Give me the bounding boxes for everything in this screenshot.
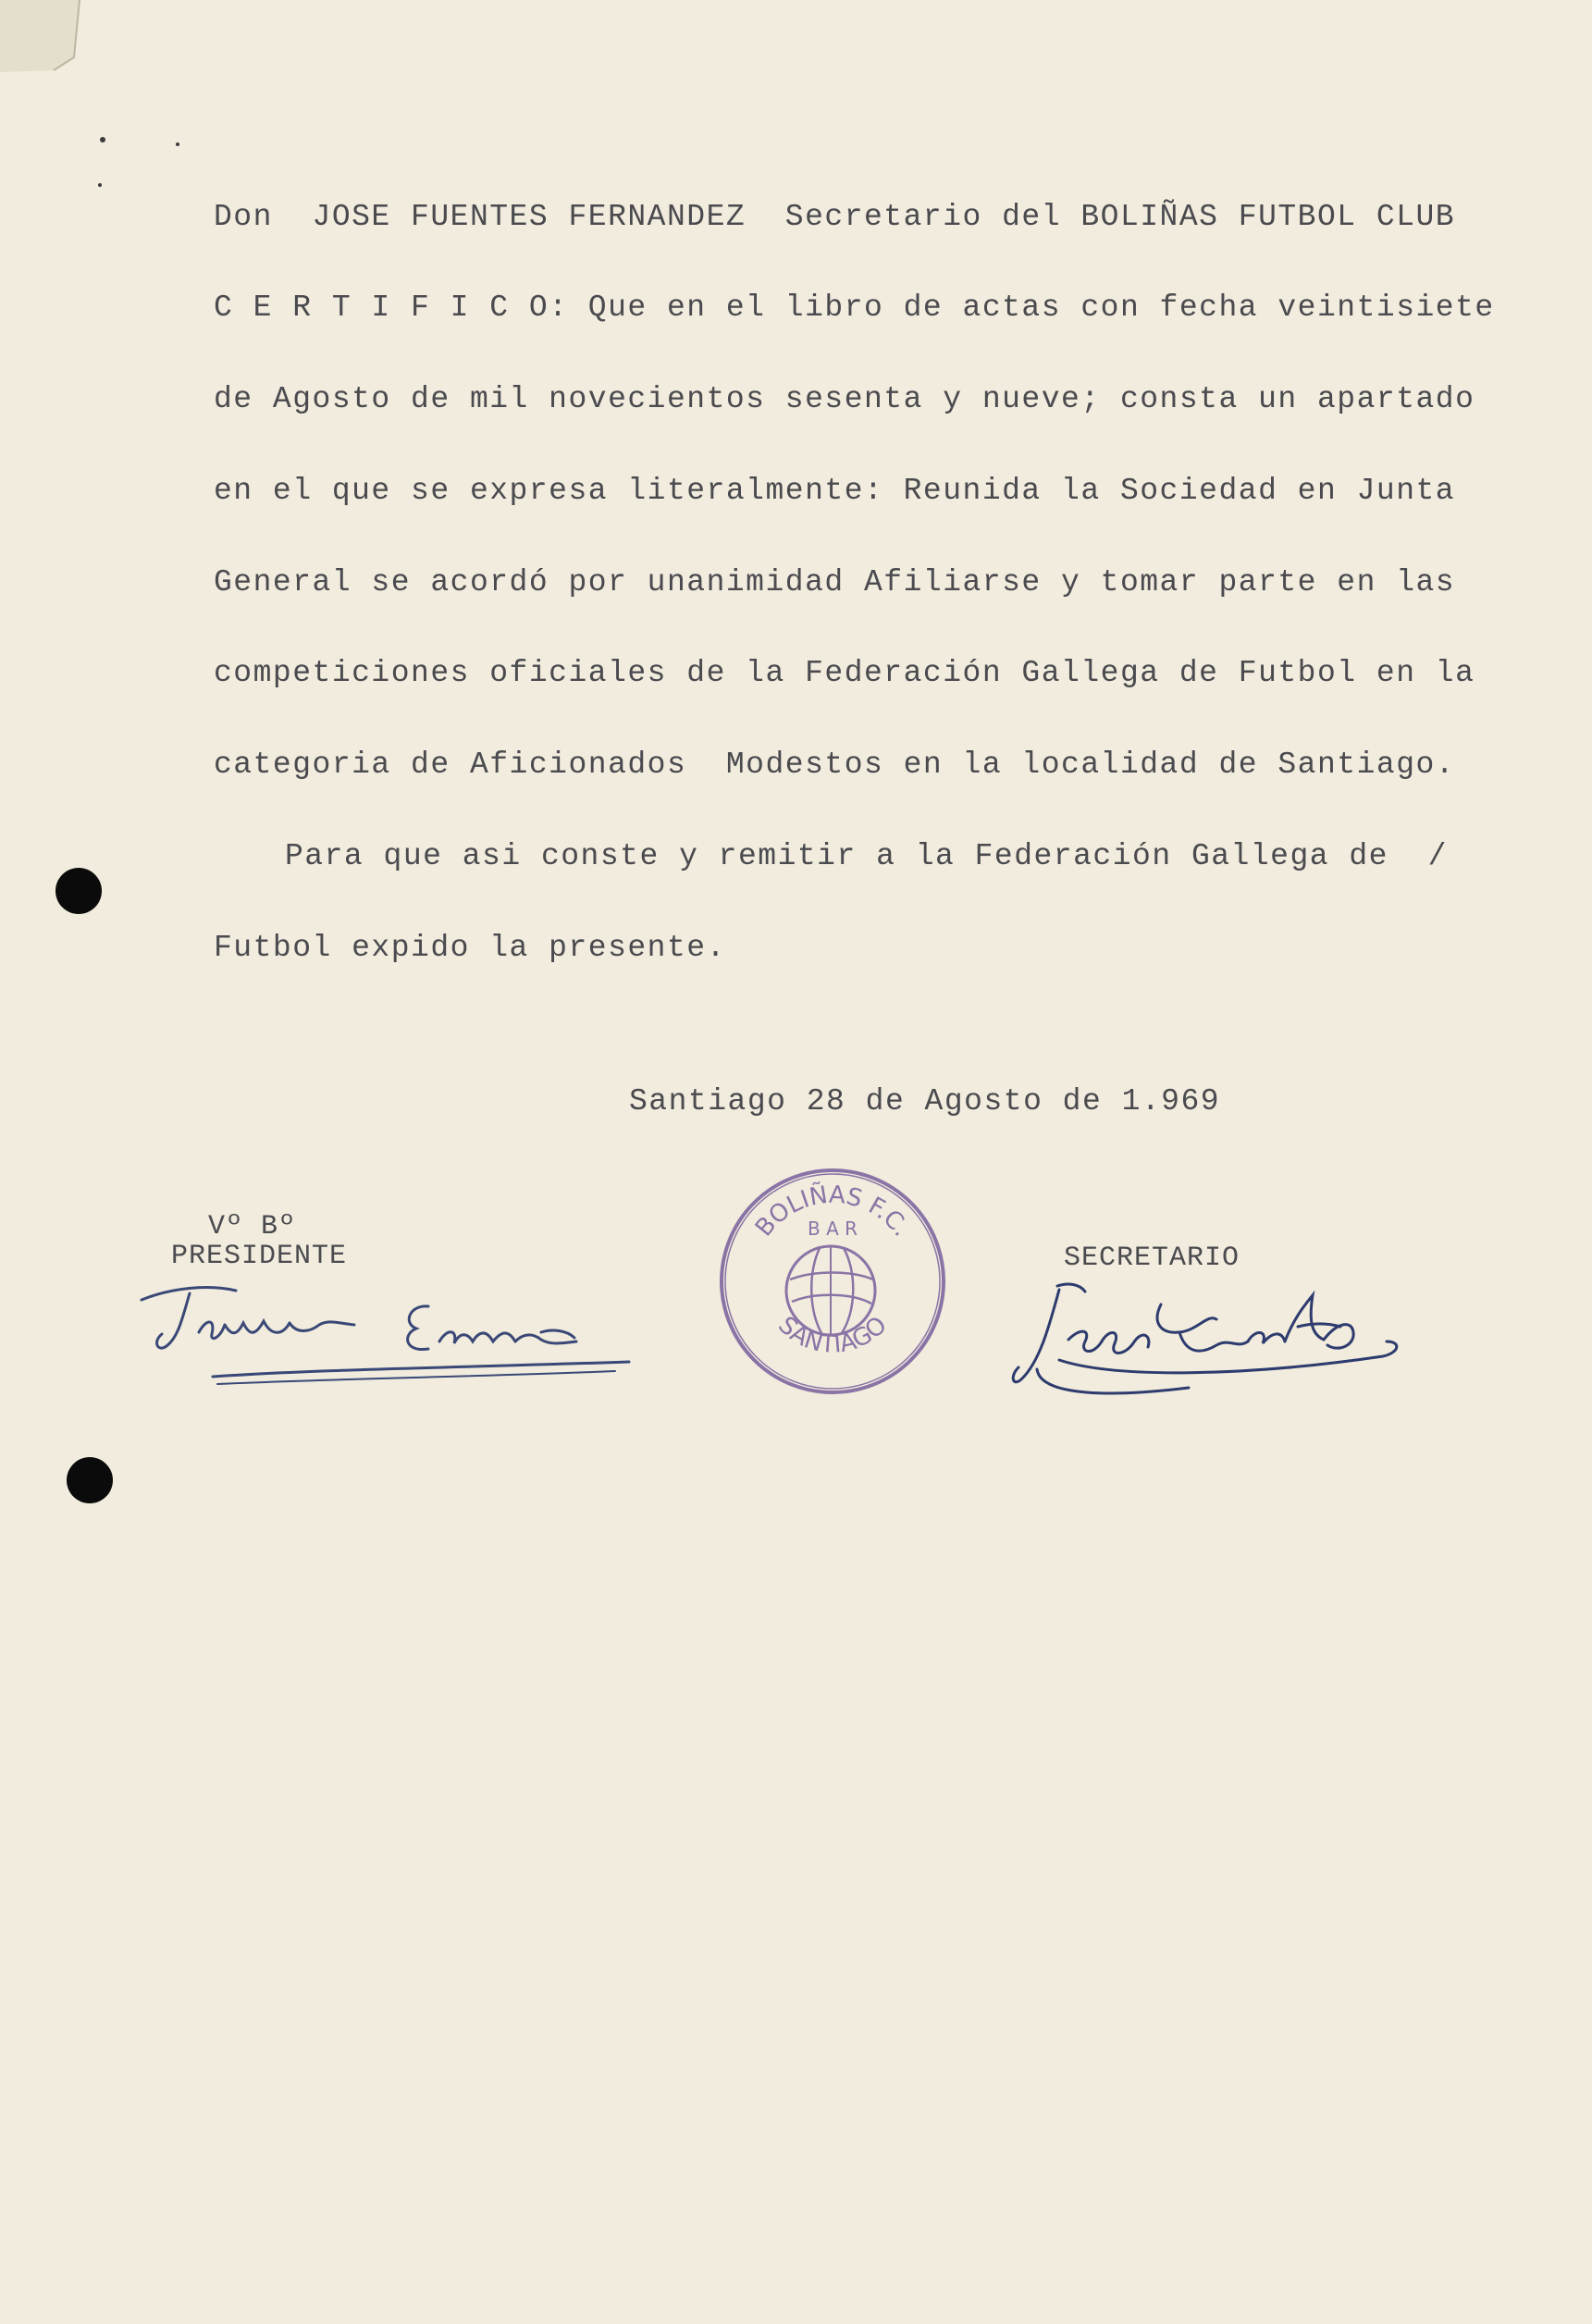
stamp-top-text: BOLIÑAS F.C.	[749, 1181, 916, 1242]
certificate-header-line: Don JOSE FUENTES FERNANDEZ Secretario del BOLIÑAS FUTBOL CLUB	[214, 200, 1456, 234]
certificate-closing-line: Futbol expido la presente.	[214, 931, 726, 965]
ink-speck	[98, 183, 102, 187]
certificate-body-line: categoria de Aficionados Modestos en la localidad de Santiago.	[214, 748, 1456, 782]
folded-corner	[0, 0, 83, 74]
punch-hole	[56, 868, 102, 914]
stamp-bottom-text: SANTIAGO	[772, 1311, 893, 1359]
certificate-body-line: en el que se expresa literalmente: Reunida la Sociedad en Junta	[214, 474, 1456, 508]
president-signature	[134, 1267, 643, 1397]
club-stamp	[712, 1161, 953, 1402]
date-line: Santiago 28 de Agosto de 1.969	[629, 1084, 1221, 1119]
certificate-closing-line: Para que asi conste y remitir a la Federación Gallega de /	[285, 839, 1448, 873]
ink-speck	[176, 142, 179, 146]
secretary-label: SECRETARIO	[1064, 1242, 1240, 1274]
secretary-signature	[1004, 1267, 1411, 1406]
certificate-body-line: General se acordó por unanimidad Afiliarse y tomar parte en las	[214, 565, 1456, 600]
certificate-body-line: C E R T I F I C O: Que en el libro de actas con fecha veintisiete	[214, 290, 1495, 325]
stamp-inner-text: B A R	[807, 1218, 858, 1240]
ink-speck	[100, 137, 105, 142]
punch-hole	[67, 1457, 113, 1503]
certificate-body-line: competiciones oficiales de la Federación Gallega de Futbol en la	[214, 656, 1475, 690]
vobo-label: Vº Bº	[208, 1211, 297, 1242]
certificate-body-line: de Agosto de mil novecientos sesenta y nueve; consta un apartado	[214, 382, 1475, 416]
president-label: PRESIDENTE	[171, 1241, 348, 1272]
